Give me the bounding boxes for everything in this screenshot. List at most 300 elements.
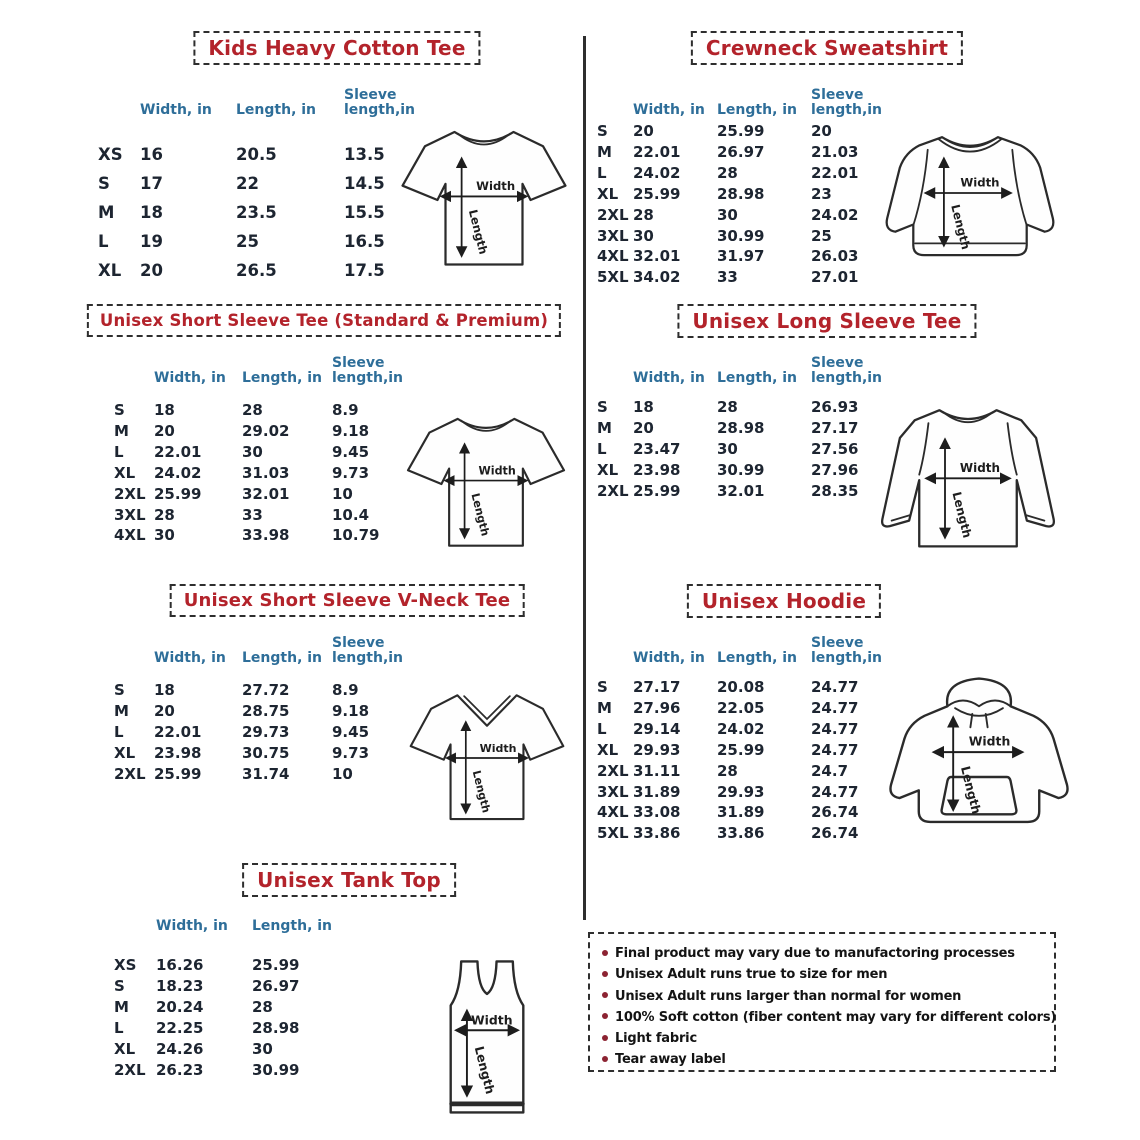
table-row bbox=[597, 782, 891, 803]
cell-sleeve: 9.18 bbox=[332, 701, 370, 720]
size-table-unisex-tank-top bbox=[114, 906, 342, 1080]
cell-length: 28 bbox=[252, 997, 273, 1016]
cell-sleeve: 9.73 bbox=[332, 463, 370, 482]
cell-sleeve: 22.01 bbox=[811, 163, 859, 182]
header-width: Width, in bbox=[154, 370, 226, 386]
size-table-unisex-short-sleeve-tee bbox=[114, 352, 402, 546]
table-row bbox=[597, 802, 891, 823]
table-row bbox=[114, 1018, 342, 1039]
cell-length: 30 bbox=[717, 439, 738, 458]
width-label: Width bbox=[478, 464, 516, 478]
cell-sleeve: 13.5 bbox=[344, 145, 385, 164]
cell-size: M bbox=[597, 698, 612, 717]
note-item bbox=[600, 986, 1044, 1007]
cell-size: XL bbox=[597, 460, 619, 479]
cell-length: 25.99 bbox=[717, 740, 765, 759]
cell-width: 22.01 bbox=[633, 142, 681, 161]
note-text: Unisex Adult runs true to size for men bbox=[615, 967, 888, 983]
table-row bbox=[597, 698, 891, 719]
length-label: Length bbox=[471, 1044, 499, 1096]
bullet-icon bbox=[602, 1035, 608, 1041]
note-text: Tear away label bbox=[615, 1052, 726, 1068]
width-label: Width bbox=[479, 742, 517, 756]
cell-length: 28 bbox=[717, 398, 738, 416]
cell-size: 2XL bbox=[597, 481, 629, 500]
cell-size: S bbox=[597, 122, 608, 140]
table-row bbox=[597, 418, 891, 439]
cell-sleeve: 27.56 bbox=[811, 439, 859, 458]
length-label: Length bbox=[949, 490, 975, 540]
cell-sleeve: 23 bbox=[811, 184, 832, 203]
table-row bbox=[114, 442, 402, 463]
table-header-row bbox=[597, 632, 891, 666]
cell-sleeve: 9.18 bbox=[332, 421, 370, 440]
cell-length: 31.89 bbox=[717, 803, 765, 822]
table-row bbox=[597, 439, 891, 460]
cell-size: XS bbox=[98, 145, 123, 164]
panel-title-unisex-tank-top: Unisex Tank Top bbox=[242, 863, 456, 897]
center-divider bbox=[583, 36, 586, 920]
panel-title-unisex-hoodie: Unisex Hoodie bbox=[687, 584, 881, 618]
cell-length: 24.02 bbox=[717, 719, 765, 738]
cell-length: 26.97 bbox=[252, 976, 300, 995]
table-row bbox=[597, 397, 891, 418]
cell-sleeve: 8.9 bbox=[332, 401, 359, 419]
bullet-icon bbox=[602, 950, 608, 956]
table-row bbox=[597, 267, 891, 288]
cell-width: 25.99 bbox=[633, 184, 681, 203]
cell-length: 31.74 bbox=[242, 764, 290, 783]
cell-width: 20 bbox=[140, 261, 163, 280]
cell-sleeve: 17.5 bbox=[344, 261, 385, 280]
cell-size: 3XL bbox=[114, 505, 146, 524]
bullet-icon bbox=[602, 1056, 608, 1062]
table-row bbox=[114, 400, 402, 421]
cell-size: L bbox=[597, 439, 607, 458]
header-length: Length, in bbox=[242, 370, 323, 386]
cell-size: M bbox=[114, 421, 129, 440]
cell-sleeve: 20 bbox=[811, 122, 832, 140]
cell-width: 23.98 bbox=[633, 460, 681, 479]
cell-length: 28.98 bbox=[717, 184, 765, 203]
table-row bbox=[597, 142, 891, 163]
sweatshirt-diagram bbox=[866, 112, 1074, 292]
cell-length: 33 bbox=[242, 505, 263, 524]
cell-sleeve: 10 bbox=[332, 484, 353, 503]
cell-sleeve: 27.96 bbox=[811, 460, 859, 479]
table-row bbox=[114, 955, 342, 976]
cell-sleeve: 24.7 bbox=[811, 761, 849, 780]
table-row bbox=[597, 677, 891, 698]
product-notes-box bbox=[588, 932, 1056, 1072]
cell-size: XL bbox=[98, 261, 122, 280]
cell-size: L bbox=[597, 163, 607, 182]
table-row bbox=[114, 680, 402, 701]
cell-size: XL bbox=[597, 740, 619, 759]
width-label: Width bbox=[959, 460, 1000, 475]
cell-size: S bbox=[98, 174, 110, 193]
cell-length: 30 bbox=[242, 442, 263, 461]
cell-length: 22 bbox=[236, 174, 259, 193]
table-row bbox=[597, 740, 891, 761]
cell-length: 22.05 bbox=[717, 698, 765, 717]
cell-sleeve: 27.17 bbox=[811, 418, 859, 437]
cell-length: 28 bbox=[242, 401, 263, 419]
cell-width: 25.99 bbox=[154, 484, 202, 503]
cell-width: 18 bbox=[154, 401, 175, 419]
table-body bbox=[114, 680, 402, 785]
cell-size: S bbox=[114, 401, 125, 419]
cell-length: 29.73 bbox=[242, 722, 290, 741]
cell-size: XL bbox=[114, 463, 136, 482]
cell-length: 30 bbox=[717, 205, 738, 224]
size-table-crewneck-sweatshirt bbox=[597, 84, 891, 288]
header-width: Width, in bbox=[140, 102, 212, 118]
table-header-row bbox=[114, 632, 402, 666]
table-row bbox=[597, 460, 891, 481]
header-width: Width, in bbox=[156, 918, 228, 934]
cell-width: 26.23 bbox=[156, 1060, 204, 1079]
table-row bbox=[114, 463, 402, 484]
cell-length: 30.99 bbox=[252, 1060, 300, 1079]
note-item bbox=[600, 943, 1044, 964]
length-label: Length bbox=[469, 769, 493, 815]
table-row bbox=[114, 743, 402, 764]
cell-width: 20 bbox=[154, 421, 175, 440]
cell-width: 29.93 bbox=[633, 740, 681, 759]
cell-width: 34.02 bbox=[633, 268, 681, 287]
cell-size: 2XL bbox=[114, 1060, 146, 1079]
cell-sleeve: 27.01 bbox=[811, 268, 859, 287]
cell-sleeve: 10.4 bbox=[332, 505, 370, 524]
cell-size: M bbox=[114, 701, 129, 720]
table-row bbox=[597, 205, 891, 226]
header-sleeve: Sleeve length,in bbox=[811, 635, 883, 666]
cell-sleeve: 26.74 bbox=[811, 824, 859, 843]
table-body bbox=[114, 955, 342, 1080]
cell-width: 18 bbox=[154, 681, 175, 699]
bullet-icon bbox=[602, 992, 608, 998]
cell-length: 33.98 bbox=[242, 526, 290, 545]
cell-width: 19 bbox=[140, 232, 163, 251]
cell-size: 3XL bbox=[597, 782, 629, 801]
note-text: Light fabric bbox=[615, 1031, 697, 1047]
cell-width: 27.17 bbox=[633, 678, 681, 696]
cell-width: 33.86 bbox=[633, 824, 681, 843]
header-length: Length, in bbox=[252, 918, 333, 934]
table-header-row bbox=[114, 352, 402, 386]
table-row bbox=[114, 1039, 342, 1060]
cell-length: 32.01 bbox=[242, 484, 290, 503]
cell-width: 16.26 bbox=[156, 956, 204, 974]
table-row bbox=[98, 140, 416, 169]
cell-width: 22.01 bbox=[154, 442, 202, 461]
cell-width: 20 bbox=[633, 122, 654, 140]
table-row bbox=[597, 226, 891, 247]
cell-sleeve: 26.74 bbox=[811, 803, 859, 822]
cell-size: S bbox=[114, 976, 125, 995]
cell-sleeve: 14.5 bbox=[344, 174, 385, 193]
cell-width: 27.96 bbox=[633, 698, 681, 717]
panel-title-unisex-vneck-tee: Unisex Short Sleeve V-Neck Tee bbox=[170, 584, 525, 617]
cell-size: S bbox=[597, 398, 608, 416]
cell-sleeve: 24.77 bbox=[811, 782, 859, 801]
cell-width: 16 bbox=[140, 145, 163, 164]
cell-length: 30.99 bbox=[717, 460, 765, 479]
cell-length: 28.98 bbox=[252, 1018, 300, 1037]
header-width: Width, in bbox=[633, 102, 705, 118]
table-row bbox=[597, 121, 891, 142]
cell-sleeve: 10 bbox=[332, 764, 353, 783]
header-width: Width, in bbox=[633, 370, 705, 386]
cell-width: 33.08 bbox=[633, 803, 681, 822]
table-body bbox=[597, 397, 891, 502]
cell-size: 5XL bbox=[597, 268, 629, 287]
header-length: Length, in bbox=[236, 102, 317, 118]
cell-length: 25.99 bbox=[252, 956, 300, 974]
header-sleeve: Sleeve length,in bbox=[811, 355, 883, 386]
width-label: Width bbox=[968, 733, 1011, 749]
cell-size: XL bbox=[114, 1039, 136, 1058]
cell-sleeve: 24.77 bbox=[811, 719, 859, 738]
length-label: Length bbox=[948, 202, 973, 251]
cell-sleeve: 16.5 bbox=[344, 232, 385, 251]
cell-width: 32.01 bbox=[633, 247, 681, 266]
note-text: 100% Soft cotton (fiber content may vary for different colors) bbox=[615, 1009, 1057, 1025]
cell-width: 20.24 bbox=[156, 997, 204, 1016]
cell-size: 4XL bbox=[597, 247, 629, 266]
table-row bbox=[597, 246, 891, 267]
cell-length: 28.98 bbox=[717, 418, 765, 437]
cell-sleeve: 9.45 bbox=[332, 442, 370, 461]
table-row bbox=[597, 761, 891, 782]
cell-size: 4XL bbox=[114, 526, 146, 545]
cell-sleeve: 24.77 bbox=[811, 698, 859, 717]
panel-title-crewneck-sweatshirt: Crewneck Sweatshirt bbox=[691, 31, 963, 65]
size-table-kids-heavy-cotton-tee bbox=[98, 84, 416, 285]
length-label: Length bbox=[957, 764, 985, 816]
cell-length: 25.99 bbox=[717, 122, 765, 140]
cell-size: XL bbox=[114, 743, 136, 762]
cell-sleeve: 24.77 bbox=[811, 678, 859, 696]
table-row bbox=[114, 722, 402, 743]
cell-width: 30 bbox=[154, 526, 175, 545]
table-body bbox=[98, 140, 416, 285]
cell-size: L bbox=[114, 1018, 124, 1037]
cell-size: M bbox=[98, 203, 115, 222]
size-table-unisex-vneck-tee bbox=[114, 632, 402, 785]
cell-length: 20.08 bbox=[717, 678, 765, 696]
table-row bbox=[98, 169, 416, 198]
cell-width: 24.02 bbox=[154, 463, 202, 482]
panel-title-kids-heavy-cotton-tee: Kids Heavy Cotton Tee bbox=[193, 31, 480, 65]
cell-width: 20 bbox=[633, 418, 654, 437]
cell-sleeve: 26.93 bbox=[811, 398, 859, 416]
cell-size: L bbox=[597, 719, 607, 738]
header-length: Length, in bbox=[717, 102, 798, 118]
cell-length: 32.01 bbox=[717, 481, 765, 500]
table-row bbox=[114, 421, 402, 442]
cell-size: 4XL bbox=[597, 803, 629, 822]
cell-size: 2XL bbox=[114, 484, 146, 503]
cell-length: 26.5 bbox=[236, 261, 277, 280]
cell-sleeve: 9.45 bbox=[332, 722, 370, 741]
size-table-unisex-long-sleeve-tee bbox=[597, 352, 891, 502]
cell-width: 28 bbox=[633, 205, 654, 224]
cell-width: 20 bbox=[154, 701, 175, 720]
table-row bbox=[114, 701, 402, 722]
cell-sleeve: 26.03 bbox=[811, 247, 859, 266]
table-row bbox=[114, 976, 342, 997]
header-width: Width, in bbox=[633, 650, 705, 666]
header-sleeve: Sleeve length,in bbox=[811, 87, 883, 118]
cell-width: 25.99 bbox=[633, 481, 681, 500]
note-item bbox=[600, 1049, 1044, 1070]
cell-length: 31.97 bbox=[717, 247, 765, 266]
panel-title-unisex-short-sleeve-tee: Unisex Short Sleeve Tee (Standard & Premium) bbox=[87, 304, 561, 337]
bullet-icon bbox=[602, 1013, 608, 1019]
note-item bbox=[600, 964, 1044, 985]
cell-length: 33 bbox=[717, 268, 738, 287]
header-sleeve: Sleeve length,in bbox=[344, 87, 416, 118]
table-row bbox=[114, 484, 402, 505]
note-text: Final product may vary due to manufactoring processes bbox=[615, 946, 1015, 961]
cell-width: 22.25 bbox=[156, 1018, 204, 1037]
header-length: Length, in bbox=[717, 370, 798, 386]
tshirt-diagram bbox=[390, 108, 578, 292]
hoodie-diagram bbox=[876, 668, 1082, 864]
cell-sleeve: 8.9 bbox=[332, 681, 359, 699]
table-header-row bbox=[597, 352, 891, 386]
cell-sleeve: 24.02 bbox=[811, 205, 859, 224]
cell-sleeve: 24.77 bbox=[811, 740, 859, 759]
cell-size: M bbox=[114, 997, 129, 1016]
cell-length: 30.75 bbox=[242, 743, 290, 762]
table-body bbox=[597, 677, 891, 844]
table-header-row bbox=[98, 84, 416, 118]
table-row bbox=[114, 1060, 342, 1081]
table-row bbox=[597, 823, 891, 844]
cell-size: S bbox=[597, 678, 608, 696]
table-row bbox=[597, 184, 891, 205]
cell-size: S bbox=[114, 681, 125, 699]
cell-width: 24.26 bbox=[156, 1039, 204, 1058]
cell-width: 30 bbox=[633, 226, 654, 245]
table-row bbox=[597, 719, 891, 740]
size-table-unisex-hoodie bbox=[597, 632, 891, 844]
cell-sleeve: 21.03 bbox=[811, 142, 859, 161]
cell-width: 31.11 bbox=[633, 761, 681, 780]
width-label: Width bbox=[960, 175, 1000, 190]
cell-size: 2XL bbox=[597, 761, 629, 780]
cell-size: M bbox=[597, 418, 612, 437]
tshirt-diagram bbox=[396, 396, 576, 572]
cell-width: 25.99 bbox=[154, 764, 202, 783]
cell-width: 17 bbox=[140, 174, 163, 193]
cell-length: 28.75 bbox=[242, 701, 290, 720]
cell-size: 2XL bbox=[114, 764, 146, 783]
cell-length: 26.97 bbox=[717, 142, 765, 161]
cell-sleeve: 25 bbox=[811, 226, 832, 245]
note-text: Unisex Adult runs larger than normal for women bbox=[615, 988, 962, 1004]
cell-size: XS bbox=[114, 956, 137, 974]
panel-title-unisex-long-sleeve-tee: Unisex Long Sleeve Tee bbox=[677, 304, 976, 338]
table-row bbox=[597, 163, 891, 184]
cell-size: 2XL bbox=[597, 205, 629, 224]
cell-width: 28 bbox=[154, 505, 175, 524]
table-row bbox=[114, 997, 342, 1018]
cell-size: L bbox=[114, 442, 124, 461]
cell-size: XL bbox=[597, 184, 619, 203]
cell-width: 18.23 bbox=[156, 976, 204, 995]
table-header-row bbox=[597, 84, 891, 118]
length-label: Length bbox=[468, 491, 492, 538]
table-body bbox=[597, 121, 891, 288]
bullet-icon bbox=[602, 971, 608, 977]
cell-width: 29.14 bbox=[633, 719, 681, 738]
long-sleeve-tee-diagram bbox=[862, 390, 1074, 574]
vneck-tee-diagram bbox=[398, 670, 576, 846]
table-row bbox=[114, 764, 402, 785]
cell-width: 18 bbox=[140, 203, 163, 222]
table-row bbox=[114, 505, 402, 526]
cell-length: 20.5 bbox=[236, 145, 277, 164]
cell-width: 31.89 bbox=[633, 782, 681, 801]
cell-length: 23.5 bbox=[236, 203, 277, 222]
cell-size: 5XL bbox=[597, 824, 629, 843]
cell-length: 30 bbox=[252, 1039, 273, 1058]
width-label: Width bbox=[476, 179, 516, 194]
table-row bbox=[114, 525, 402, 546]
cell-sleeve: 28.35 bbox=[811, 481, 859, 500]
note-item bbox=[600, 1007, 1057, 1028]
table-row bbox=[98, 227, 416, 256]
cell-length: 31.03 bbox=[242, 463, 290, 482]
cell-length: 29.02 bbox=[242, 421, 290, 440]
cell-width: 24.02 bbox=[633, 163, 681, 182]
header-length: Length, in bbox=[242, 650, 323, 666]
cell-sleeve: 10.79 bbox=[332, 526, 380, 545]
cell-length: 28 bbox=[717, 163, 738, 182]
cell-width: 22.01 bbox=[154, 722, 202, 741]
cell-length: 27.72 bbox=[242, 681, 290, 699]
tank-top-diagram bbox=[424, 950, 550, 1122]
cell-size: 3XL bbox=[597, 226, 629, 245]
cell-sleeve: 9.73 bbox=[332, 743, 370, 762]
header-sleeve: Sleeve length,in bbox=[332, 355, 404, 386]
cell-length: 33.86 bbox=[717, 824, 765, 843]
cell-length: 30.99 bbox=[717, 226, 765, 245]
cell-width: 23.47 bbox=[633, 439, 681, 458]
cell-width: 18 bbox=[633, 398, 654, 416]
cell-length: 29.93 bbox=[717, 782, 765, 801]
table-row bbox=[98, 256, 416, 285]
header-width: Width, in bbox=[154, 650, 226, 666]
note-item bbox=[600, 1028, 1044, 1049]
cell-size: L bbox=[114, 722, 124, 741]
cell-size: M bbox=[597, 142, 612, 161]
length-label: Length bbox=[465, 208, 491, 256]
cell-length: 28 bbox=[717, 761, 738, 780]
table-row bbox=[597, 481, 891, 502]
cell-length: 25 bbox=[236, 232, 259, 251]
table-body bbox=[114, 400, 402, 546]
cell-width: 23.98 bbox=[154, 743, 202, 762]
cell-size: L bbox=[98, 232, 109, 251]
header-length: Length, in bbox=[717, 650, 798, 666]
width-label: Width bbox=[470, 1012, 513, 1028]
cell-sleeve: 15.5 bbox=[344, 203, 385, 222]
